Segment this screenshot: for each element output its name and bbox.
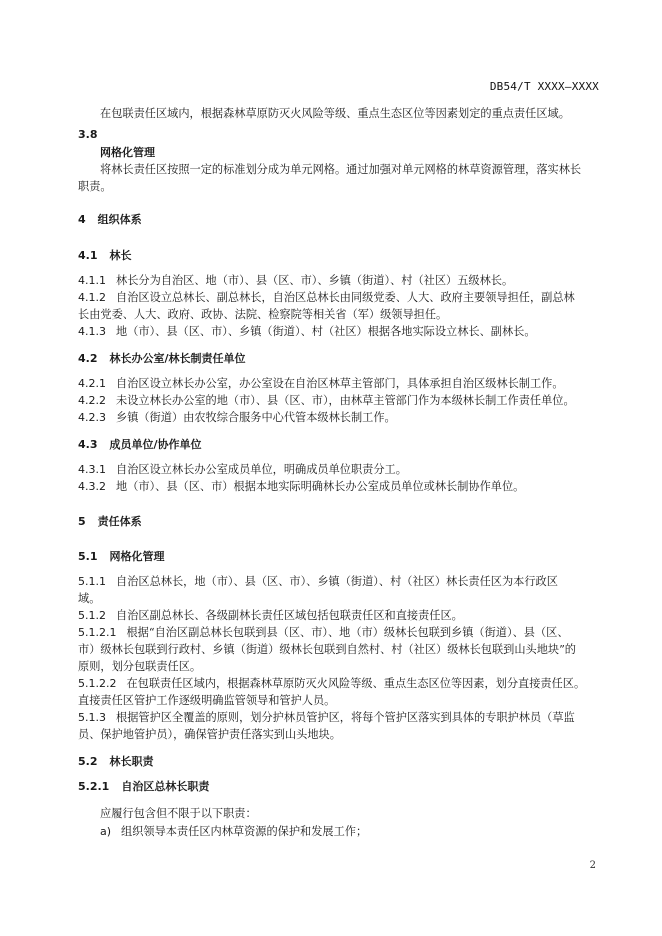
heading-title: 组织体系 <box>97 213 142 226</box>
section-heading-5-2 <box>78 755 154 769</box>
clause-number: 4.2.3 <box>78 411 106 424</box>
clause-text: 在包联责任区域内，根据森林草原防灭火风险等级、重点生态区位等因素，划分直接责任区。 <box>126 677 586 690</box>
term-number: 3.8 <box>78 128 98 141</box>
clause-5-1-2 <box>78 609 463 623</box>
heading-number: 5.2 <box>78 755 98 768</box>
clause-4-1-3 <box>78 325 536 339</box>
heading-title: 网格化管理 <box>109 550 165 563</box>
clause-number: 5.1.3 <box>78 711 106 724</box>
clause-number: 4.1.2 <box>78 291 106 304</box>
clause-number: 4.1.1 <box>78 274 106 287</box>
clause-text: 乡镇（街道）由农牧综合服务中心代管本级林长制工作。 <box>116 411 396 424</box>
list-marker: a) <box>100 825 112 838</box>
heading-number: 5 <box>78 515 86 528</box>
section-heading-4-3 <box>78 438 202 452</box>
clause-5-1-2-1 <box>78 626 569 640</box>
heading-number: 4.1 <box>78 249 98 262</box>
section-heading-4-2 <box>78 352 246 366</box>
heading-number: 5.1 <box>78 550 98 563</box>
heading-number: 4 <box>78 213 86 226</box>
paragraph-line: 将林长责任区按照一定的标准划分成为单元网格。通过加强对单元网格的林草资源管理，落实林长 <box>100 163 582 176</box>
list-item-a <box>100 825 367 839</box>
clause-text: 地（市）、县（区、市）、乡镇（街道）、村（社区）根据各地实际设立林长、副林长。 <box>116 325 536 338</box>
paragraph-line: 长由党委、人大、政府、政协、法院、检察院等相关省（军）级领导担任。 <box>78 308 448 321</box>
section-heading-5-2-1 <box>78 780 209 794</box>
page-number: 2 <box>589 860 596 871</box>
clause-number: 4.3.1 <box>78 463 106 476</box>
clause-number: 4.2.1 <box>78 377 106 390</box>
clause-5-1-3 <box>78 711 575 725</box>
clause-4-3-1 <box>78 463 407 477</box>
clause-4-3-2 <box>78 480 524 494</box>
list-text: 组织领导本责任区内林草资源的保护和发展工作； <box>121 825 368 838</box>
clause-4-1-2 <box>78 291 575 305</box>
clause-4-2-2 <box>78 394 575 408</box>
clause-4-2-3 <box>78 411 396 425</box>
paragraph-line: 在包联责任区域内，根据森林草原防灭火风险等级、重点生态区位等因素划定的重点责任区域。 <box>100 107 570 120</box>
section-heading-4-1 <box>78 249 132 263</box>
clause-text: 根据管护区全覆盖的原则，划分护林员管护区，将每个管护区落实到具体的专职护林员（草监 <box>116 711 575 724</box>
term-title: 网格化管理 <box>100 146 155 159</box>
clause-text: 自治区设立林长办公室，办公室设在自治区林草主管部门，具体承担自治区级林长制工作。 <box>116 377 564 390</box>
section-heading-5 <box>78 515 142 529</box>
clause-4-1-1 <box>78 274 513 288</box>
heading-title: 责任体系 <box>97 515 142 528</box>
paragraph-line: 直接责任区管护工作逐级明确监管领导和管护人员。 <box>78 694 336 707</box>
clause-number: 5.1.2 <box>78 609 106 622</box>
clause-text: 自治区设立总林长、副总林长，自治区总林长由同级党委、人大、政府主要领导担任，副总林 <box>116 291 575 304</box>
clause-text: 林长分为自治区、地（市）、县（区、市）、乡镇（街道）、村（社区）五级林长。 <box>116 274 514 287</box>
clause-number: 5.1.2.2 <box>78 677 117 690</box>
heading-title: 林长办公室/林长制责任单位 <box>109 352 246 365</box>
paragraph-line: 域。 <box>78 592 101 605</box>
heading-number: 5.2.1 <box>78 780 110 793</box>
paragraph-line: 员、保护地管护员），确保管护责任落实到山头地块。 <box>78 728 341 741</box>
heading-title: 林长 <box>109 249 132 262</box>
heading-number: 4.2 <box>78 352 98 365</box>
paragraph-line: 市）级林长包联到行政村、乡镇（街道）级林长包联到自然村、村（社区）级林长包联到山头地块”的 <box>78 643 576 656</box>
clause-text: 地（市）、县（区、市）根据本地实际明确林长办公室成员单位或林长制协作单位。 <box>116 480 525 493</box>
clause-number: 4.2.2 <box>78 394 106 407</box>
heading-title: 自治区总林长职责 <box>121 780 210 793</box>
document-code: DB54/T XXXX—XXXX <box>489 80 599 93</box>
clause-5-1-2-2 <box>78 677 585 691</box>
section-heading-5-1 <box>78 550 165 564</box>
clause-number: 5.1.2.1 <box>78 626 117 639</box>
clause-text: 未设立林长办公室的地（市）、县（区、市），由林草主管部门作为本级林长制工作责任单位。 <box>116 394 575 407</box>
paragraph-line: 职责。 <box>78 180 112 193</box>
paragraph-line: 应履行包含但不限于以下职责： <box>100 807 257 820</box>
heading-title: 林长职责 <box>109 755 154 768</box>
clause-text: 自治区副总林长、各级副林长责任区域包括包联责任区和直接责任区。 <box>116 609 463 622</box>
paragraph-line: 原则，划分包联责任区。 <box>78 660 202 673</box>
clause-text: 根据“自治区副总林长包联到县（区、市）、地（市）级林长包联到乡镇（街道）、县（区、 <box>126 626 569 639</box>
clause-5-1-1 <box>78 575 558 589</box>
clause-4-2-1 <box>78 377 564 391</box>
heading-number: 4.3 <box>78 438 98 451</box>
clause-text: 自治区设立林长办公室成员单位，明确成员单位职责分工。 <box>116 463 407 476</box>
clause-number: 4.1.3 <box>78 325 106 338</box>
clause-text: 自治区总林长，地（市）、县（区、市）、乡镇（街道）、村（社区）林长责任区为本行政区 <box>116 575 558 588</box>
clause-number: 5.1.1 <box>78 575 106 588</box>
section-heading-4 <box>78 213 142 227</box>
clause-number: 4.3.2 <box>78 480 106 493</box>
heading-title: 成员单位/协作单位 <box>109 438 202 451</box>
